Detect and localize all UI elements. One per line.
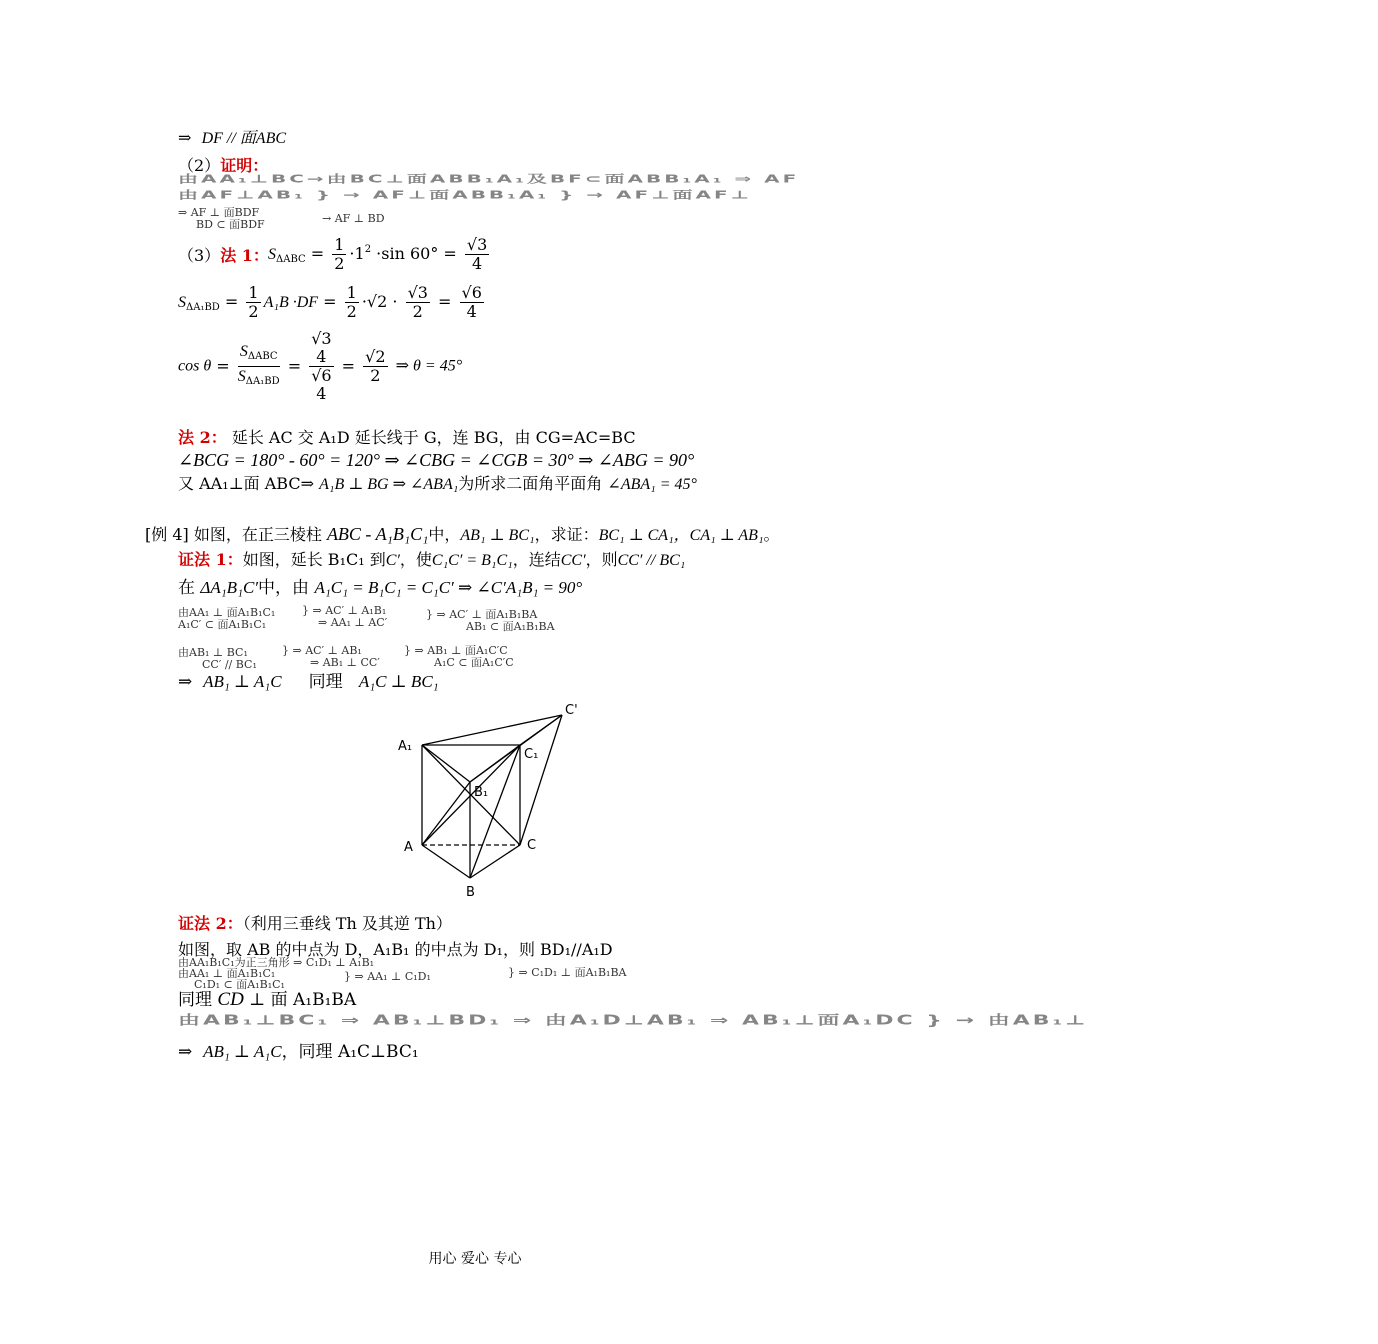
fraction-numerator: √3 xyxy=(466,235,488,254)
deriv2-a: 由AB₁ ⊥ BC₁ xyxy=(178,646,248,659)
method2-text: 延长 AC 交 A₁D 延长线于 G，连 BG，由 CG=AC=BC xyxy=(231,428,636,447)
fraction-root6-over-4 xyxy=(460,284,484,321)
label-cprime: C' xyxy=(565,703,578,718)
proof1-label: 证法 1： xyxy=(178,550,243,569)
fraction-numerator xyxy=(238,342,280,367)
fraction-denominator: 2 xyxy=(334,254,345,273)
edge-c-cprime xyxy=(520,715,562,845)
df-parallel-text: DF // 面ABC xyxy=(201,130,287,147)
fraction-denominator xyxy=(238,367,280,391)
fraction-numerator: 1 xyxy=(346,283,357,302)
again-line xyxy=(178,474,697,495)
deriv1-d: ⇒ AA₁ ⊥ AC′ xyxy=(318,616,388,629)
four: 4 xyxy=(316,384,327,403)
triangle-line xyxy=(178,578,582,598)
edge-b-c xyxy=(470,845,520,878)
fraction-root3-over-4 xyxy=(465,236,489,273)
fraction-numerator: 1 xyxy=(248,283,259,302)
deriv3-e: } ⇒ C₁D₁ ⊥ 面A₁B₁BA xyxy=(508,966,627,979)
sin60-term: ·sin 60° xyxy=(376,244,439,263)
deriv2-d: ⇒ AB₁ ⊥ CC′ xyxy=(310,656,380,669)
method2-line xyxy=(178,428,636,448)
area-subscript: ΔA₁BD xyxy=(186,302,220,313)
equals-sign: = xyxy=(341,356,356,376)
diag-b-c1 xyxy=(470,745,520,878)
fraction-denominator: 2 xyxy=(412,302,423,321)
cc-prime: CC′ xyxy=(560,552,586,569)
again-text: 又 AA₁⊥面 ABC⇒ xyxy=(178,474,315,493)
part2-number: （2） xyxy=(178,156,221,175)
example4-prove: ，求证： xyxy=(534,525,599,544)
root2-term: ·√2 · xyxy=(361,292,398,311)
label-c: C xyxy=(527,838,537,853)
square-exponent: 2 xyxy=(364,244,372,255)
cos-theta-symbol: cos θ xyxy=(178,357,212,375)
proof1-text: 如图，延长 B₁C₁ 到 xyxy=(242,550,386,569)
fraction-root2-over-2 xyxy=(363,348,387,385)
triangle-equation: A₁C₁ = B₁C₁ = C₁C′ ⇒ ∠C′A₁B₁ = 90° xyxy=(314,578,583,597)
equals-sign: = xyxy=(438,292,452,311)
equals-sign: = xyxy=(323,292,337,311)
fraction-denominator: 2 xyxy=(346,302,357,321)
deriv1-f: AB₁ ⊂ 面A₁B₁BA xyxy=(466,620,555,633)
fraction-denominator: 4 xyxy=(472,254,483,273)
part3-heading xyxy=(178,246,269,266)
example4-intro: [例 4] 如图，在正三棱柱 xyxy=(145,525,322,544)
edge-a1-b1 xyxy=(422,745,470,782)
edge-a-b xyxy=(422,845,470,878)
implies-symbol: ⇒ xyxy=(178,672,193,692)
root3: √3 xyxy=(311,329,332,348)
deriv3-d: } ⇒ AA₁ ⊥ C₁D₁ xyxy=(344,970,431,983)
example4-mid: 中， xyxy=(428,525,461,544)
fraction-numerator: √2 xyxy=(365,347,386,366)
again-formula: A₁B ⊥ BG ⇒ ∠ABA₁ xyxy=(319,476,459,493)
prism-name: ABC - A₁B₁C₁ xyxy=(326,524,429,544)
again-caption: 为所求二面角平面角 xyxy=(458,474,603,493)
label-a1: A₁ xyxy=(398,739,413,754)
example4-goal: BC₁ ⊥ CA₁，CA₁ ⊥ AB₁ xyxy=(598,527,764,544)
area-symbol: S xyxy=(178,294,186,311)
compressed-line-3a: ⇒ AF ⊥ 面BDF xyxy=(178,206,260,219)
conclusion1-formula2: A₁C ⊥ BC₁ xyxy=(358,672,439,691)
root6: √6 xyxy=(311,366,332,385)
equals-sign: = xyxy=(287,356,302,376)
same-text: 同理 xyxy=(178,990,212,1010)
example4-line xyxy=(145,524,780,546)
area-ratio-fraction xyxy=(238,342,280,391)
deriv2-e: } ⇒ AB₁ ⊥ 面A₁C′C xyxy=(404,644,508,657)
method2-label: 法 2： xyxy=(178,428,227,447)
fraction-half xyxy=(345,284,359,321)
angle-line: ∠BCG = 180° - 60° = 120° ⇒ ∠CBG = ∠CGB = 30° ⇒ ∠ABG = 90° xyxy=(178,450,695,470)
equals-sign: = xyxy=(216,356,230,376)
area-subscript: ΔABC xyxy=(276,254,306,265)
triangle-text: 中，由 xyxy=(258,578,310,598)
area-symbol: S xyxy=(237,368,246,385)
compressed-proof-line-1: 由AA₁⊥BC→由BC⊥面ABB₁A₁及BF⊂面ABB₁A₁ ⇒ AF xyxy=(178,172,800,186)
deriv1-e: } ⇒ AC′ ⊥ 面A₁B₁BA xyxy=(426,608,538,621)
fraction-root3-over-2 xyxy=(406,284,430,321)
label-b: B xyxy=(466,885,475,900)
conclusion2-line xyxy=(178,1042,419,1062)
deriv3-b: 由AA₁ ⊥ 面A₁B₁C₁ xyxy=(178,967,276,980)
label-a: A xyxy=(404,840,413,855)
proof2-text: （利用三垂线 Th 及其逆 Th） xyxy=(242,914,452,933)
triangle-name: ΔA₁B₁C′ xyxy=(200,578,259,597)
deriv3-c: C₁D₁ ⊂ 面A₁B₁C₁ xyxy=(194,978,285,991)
four: 4 xyxy=(316,347,327,366)
label-c1: C₁ xyxy=(524,747,539,762)
cos-theta-formula xyxy=(178,330,462,403)
page-footer: 用心 爱心 专心 xyxy=(428,1251,522,1267)
compressed-line-3c: → AF ⊥ BD xyxy=(322,212,385,225)
c-prime: C′ xyxy=(385,552,400,569)
implies-symbol: ⇒ xyxy=(178,128,192,147)
fraction-denominator: 4 xyxy=(466,302,477,321)
area-abc-formula xyxy=(268,236,492,273)
fraction-denominator: 2 xyxy=(248,302,259,321)
fraction-half xyxy=(332,236,346,273)
conclusion1-same: 同理 xyxy=(308,672,343,692)
proof1-equation: C₁C′ = B₁C₁ xyxy=(431,552,513,569)
a1b-df-term: A₁B ·DF xyxy=(263,294,319,311)
part3-number: （3） xyxy=(178,246,221,265)
deriv2-f: A₁C ⊂ 面A₁C′C xyxy=(434,656,514,669)
line-df-parallel xyxy=(178,128,286,149)
cd-segment: CD xyxy=(217,989,244,1010)
fraction-numerator: √3 xyxy=(407,283,428,302)
compressed-line-3b: BD ⊂ 面BDF xyxy=(196,218,265,231)
area-symbol: S xyxy=(268,246,276,263)
proof1-line xyxy=(178,550,685,571)
method1-label: 法 1： xyxy=(220,246,269,265)
proof1-text: ，使 xyxy=(399,550,432,569)
equals-sign: = xyxy=(443,244,457,263)
deriv1-c: } ⇒ AC′ ⊥ A₁B₁ xyxy=(302,604,387,617)
area-symbol: S xyxy=(239,343,248,360)
same-plane: ⊥ 面 A₁B₁BA xyxy=(249,990,357,1010)
deriv3-a: 由AA₁B₁C₁为正三角形 ⇒ C₁D₁ ⊥ A₁B₁ xyxy=(178,956,375,969)
deriv1-a: 由AA₁ ⊥ 面A₁B₁C₁ xyxy=(178,606,276,619)
proof2-heading xyxy=(178,914,452,934)
example4-end: 。 xyxy=(763,525,780,544)
conclusion2-same: ，同理 A₁C⊥BC₁ xyxy=(281,1042,419,1062)
area-abd-formula xyxy=(178,284,487,321)
equals-sign: = xyxy=(224,292,239,311)
deriv2-c: } ⇒ AC′ ⊥ AB₁ xyxy=(282,644,362,657)
fraction-numerator: 1 xyxy=(334,235,345,254)
label-b1: B₁ xyxy=(474,785,489,800)
example4-condition: AB₁ ⊥ BC₁ xyxy=(460,527,535,544)
prism-figure xyxy=(390,700,600,910)
conclusion1-line xyxy=(178,672,439,692)
same-cd-line xyxy=(178,990,356,1010)
fraction-numerator: √6 xyxy=(461,283,482,302)
implies-symbol: ⇒ xyxy=(178,1042,193,1062)
proof1-text: ，连结 xyxy=(512,550,561,569)
fraction-half xyxy=(246,284,260,321)
proof2-label: 证法 2： xyxy=(178,914,243,933)
diag-a-b1 xyxy=(422,782,470,845)
theta-result: ⇒ θ = 45° xyxy=(395,357,463,375)
compressed-proof-line-2: 由AF⊥AB₁ } → AF⊥面ABB₁A₁ } → AF⊥面AF⊥ xyxy=(178,188,752,202)
conclusion1-formula: AB₁ ⊥ A₁C xyxy=(203,672,282,691)
deriv2-b: CC′ // BC₁ xyxy=(202,658,257,671)
compound-numerator xyxy=(309,330,333,367)
proof1-parallel: CC′ // BC₁ xyxy=(617,552,686,569)
one-term: ·1 xyxy=(349,244,365,263)
conclusion2-formula: AB₁ ⊥ A₁C xyxy=(203,1042,282,1061)
deriv1-b: A₁C′ ⊂ 面A₁B₁C₁ xyxy=(178,618,267,631)
proof2-line1: 如图，取 AB 的中点为 D，A₁B₁ 的中点为 D₁，则 BD₁//A₁D xyxy=(178,940,613,959)
proof1-text: ，则 xyxy=(585,550,618,569)
equals-sign: = xyxy=(310,244,325,263)
compound-denominator xyxy=(309,367,333,403)
area-subscript: ΔABC xyxy=(247,351,278,362)
fraction-denominator: 2 xyxy=(370,366,381,385)
part2-label: 证明： xyxy=(220,156,269,175)
again-result: ∠ABA₁ = 45° xyxy=(607,476,697,493)
compound-fraction xyxy=(309,330,333,403)
area-subscript: ΔA₁BD xyxy=(245,376,280,387)
triangle-text: 在 xyxy=(178,578,195,598)
compressed-proof-line-4: 由AB₁⊥BC₁ ⇒ AB₁⊥BD₁ ⇒ 由A₁D⊥AB₁ ⇒ AB₁⊥面A₁DC } → 由AB₁⊥ xyxy=(178,1013,1089,1028)
